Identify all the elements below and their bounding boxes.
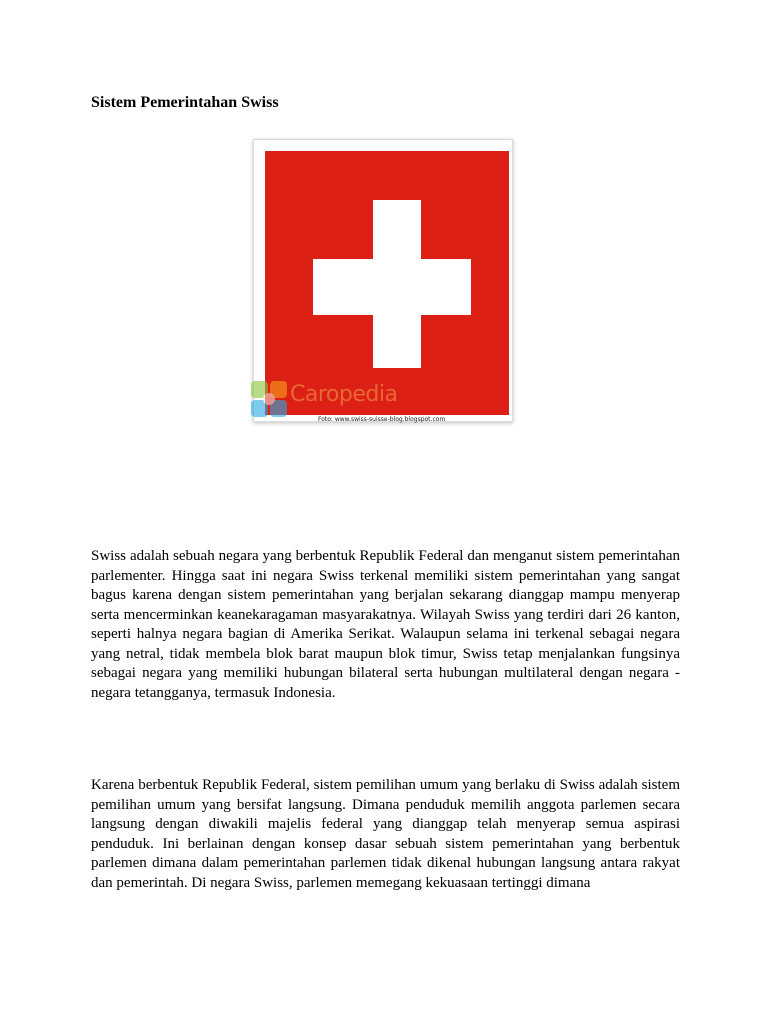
- flag-cross-horizontal: [313, 259, 471, 315]
- page-title: Sistem Pemerintahan Swiss: [91, 94, 279, 111]
- watermark: [250, 380, 430, 416]
- swiss-flag-figure: [248, 134, 520, 430]
- swiss-flag: [265, 151, 509, 415]
- watermark-text: Caropedia: [290, 382, 398, 407]
- caropedia-logo-icon: [250, 380, 288, 418]
- photo-credit: Foto: www.swiss-suisse-blog.blogspot.com: [318, 416, 446, 423]
- paragraph-1: Swiss adalah sebuah negara yang berbentuk Republik Federal dan menganut sistem pemerintahan parlementer. Hingga saat ini negara Swiss terkenal memiliki sistem pemerintahan yang sangat bagus karena dengan sistem pemerintahan yang berjalan sekarang dianggap mampu menyerap serta mencerminkan keanekaragaman masyarakatnya. Wilayah Swiss yang terdiri dari 26 kanton, seperti halnya negara bagian di Amerika Serikat. Walaupun selama ini terkenal sebagai negara yang netral, tidak membela blok barat maupun blok timur, Swiss tetap menjalankan fungsinya sebagai negara yang memiliki hubungan bilateral serta hubungan multilateral dengan negara - negara tetangganya, termasuk Indonesia.: [91, 548, 680, 701]
- paragraph-2: Karena berbentuk Republik Federal, sistem pemilihan umum yang berlaku di Swiss adalah sistem pemilihan umum yang bersifat langsung. Dimana penduduk memilih anggota parlemen secara langsung dengan diwakili majelis federal yang dianggap telah menyerap semua aspirasi penduduk. Ini berlainan dengan konsep dasar sebuah sistem pemerintahan yang berbentuk parlemen dimana dalam pemerintahan parlemen tidak dikenal hubungan langsung antara rakyat dan pemerintah. Di negara Swiss, parlemen memegang kekuasaan tertinggi dimana: [91, 777, 680, 891]
